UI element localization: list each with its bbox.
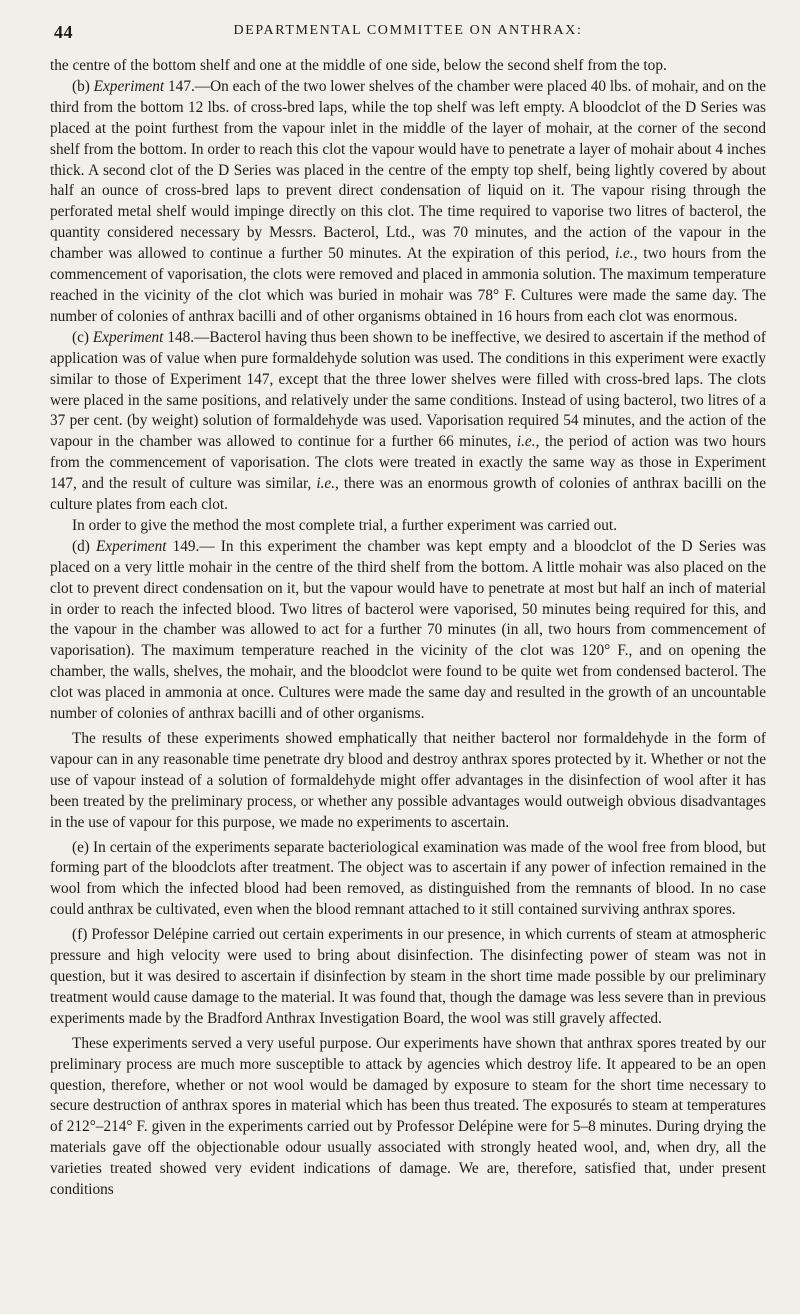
body-text — [50, 56, 766, 1201]
text-run: The results of these experiments showed emphatically that neither bacterol nor formaldehyde in the form of vapour can in any reasonable time penetrate dry blood and destroy anthrax spores protected by it. Whether or not the use of vapour instead of a solution of formaldehyde might offer advantages in the disinfection of wool after it has been treated by the preliminary process, or whether any possible advantages would outweigh obvious disadvantages in the use of vapour for this purpose, we made no experiments to ascertain. — [50, 730, 766, 831]
text-run: (b) — [72, 77, 94, 95]
paragraph — [50, 516, 766, 537]
text-run: , there was an enormous growth of colonies of anthrax bacilli on the culture plates from each clot. — [50, 475, 766, 514]
text-run: These experiments served a very useful purpose. Our experiments have shown that anthrax spores treated by our preliminary process are much more susceptible to attack by agencies which destroy life. It appeared to be an open question, therefore, whether or not wool would be damaged by exposure to steam for the short time necessary to secure destruction of anthrax spores in material which has been thus treated. The exposurés to steam at temperatures of 212°–214° F. given in the experiments carried out by Professor Delépine were for 5–8 minutes. During drying the materials gave off the objectionable odour usually associated with strongly heated wool, and, when dry, all the varieties treated showed very evident indications of damage. We are, therefore, satisfied that, under present conditions — [50, 1034, 766, 1199]
italic-text: Experiment — [93, 77, 165, 95]
text-run: 147.—On each of the two lower shelves of the chamber were placed 40 lbs. of mohair, and on the third from the bottom 12 lbs. of cross-bred laps, while the top shelf was left empty. A bloodclot of the D Series was placed at the point furthest from the vapour inlet in the middle of the layer of mohair, at the corner of the second shelf from the bottom. In order to reach this clot the vapour would have to penetrate a layer of mohair about 4 inches thick. A second clot of the D Series was placed in the centre of the empty top shelf, being lightly covered by about half an ounce of cross-bred laps to prevent direct condensation of liquid on it. The vapour rising through the perforated metal shelf would impinge directly on this clot. The time required to vaporise two litres of bacterol, the quantity considered necessary by Messrs. Bacterol, Ltd., was 70 minutes, and the action of the vapour in the chamber was allowed to continue a further 50 minutes. At the expiration of this period, — [50, 77, 766, 263]
paragraph — [50, 1034, 766, 1201]
text-run: In order to give the method the most complete trial, a further experiment was carried out. — [72, 516, 617, 534]
paragraph — [50, 925, 766, 1030]
italic-text: i.e. — [316, 475, 336, 493]
text-run: the centre of the bottom shelf and one at the middle of one side, below the second shelf from the top. — [50, 57, 667, 74]
page-number: 44 — [54, 22, 73, 42]
paragraph — [50, 729, 766, 834]
paragraph — [50, 328, 766, 516]
italic-text: i.e. — [516, 433, 536, 451]
paragraph — [50, 56, 766, 77]
running-header — [50, 20, 766, 46]
text-run: (f) Professor Delépine carried out certain experiments in our presence, in which currents of steam at atmospheric pressure and high velocity were used to bring about disinfection. The disinfecting power of steam was not in question, but it was desired to ascertain if disinfection by steam in the short time made possible by our preliminary treatment would cause damage to the material. It was found that, though the damage was less severe than in previous experiments made by the Bradford Anthrax Investigation Board, the wool was still gravely affected. — [50, 926, 766, 1027]
text-run: (c) — [72, 328, 93, 346]
text-run: 148.—Bacterol having thus been shown to be ineffective, we desired to ascertain if the method of application was of value when pure formaldehyde solution was used. The conditions in this experiment were exactly similar to those of Experiment 147, except that the three lower shelves were filled with cross-bred laps. The clots were placed in the same positions, and relatively under the same conditions. Instead of using bacterol, two litres of a 37 per cent. (by weight) solution of formaldehyde was used. Vaporisation required 54 minutes, and the action of the vapour in the chamber was allowed to continue for a further 66 minutes, — [50, 328, 766, 451]
paragraph — [50, 537, 766, 725]
paragraph — [50, 838, 766, 922]
italic-text: Experiment — [95, 537, 167, 555]
text-run: , two hours from the commencement of vaporisation, the clots were removed and placed in ammonia solution. The maximum temperature reached in the vicinity of the clot which was buried in mohair was 78° F. Cultures were made the same day. The number of colonies of anthrax bacilli and of other organisms obtained in 16 hours from each clot was enormous. — [50, 245, 766, 325]
running-title: DEPARTMENTAL COMMITTEE ON ANTHRAX: — [233, 23, 583, 38]
text-run: , the period of action was two hours from the commencement of vaporisation. The clots were treated in exactly the same way as those in Experiment 147, and the result of culture was similar, — [50, 433, 766, 493]
text-run: (d) — [72, 537, 96, 555]
paragraph — [50, 77, 766, 328]
italic-text: Experiment — [92, 328, 164, 346]
text-run: (e) In certain of the experiments separate bacteriological examination was made of the wool free from blood, but forming part of the bloodclots after treatment. The object was to ascertain if any power of infection remained in the wool from which the infected blood had been removed, as distinguished from the remnants of blood. In no case could anthrax be cultivated, even when the blood remnant attached to it still contained surviving anthrax spores. — [50, 838, 766, 919]
italic-text: i.e. — [614, 245, 634, 263]
text-run: 149.— In this experiment the chamber was kept empty and a bloodclot of the D Series was placed on a very little mohair in the centre of the third shelf from the bottom. A little mohair was also placed on the clot to prevent direct condensation on it, but the vapour would have to penetrate at most but half an inch of material in order to reach the infected blood. Two litres of bacterol were vaporised, 50 minutes being required for this, and the vapour in the chamber was allowed to act for a further 70 minutes (in all, two hours from commencement of vaporisation). The maximum temperature reached in the vicinity of the clot was 120° F., and on opening the chamber, the walls, shelves, the mohair, and the bloodclot were found to be quite wet from condensed bacterol. The clot was placed in ammonia at once. Cultures were made the same day and resulted in the growth of an uncountable number of colonies of anthrax bacilli and of other organisms. — [50, 537, 766, 723]
